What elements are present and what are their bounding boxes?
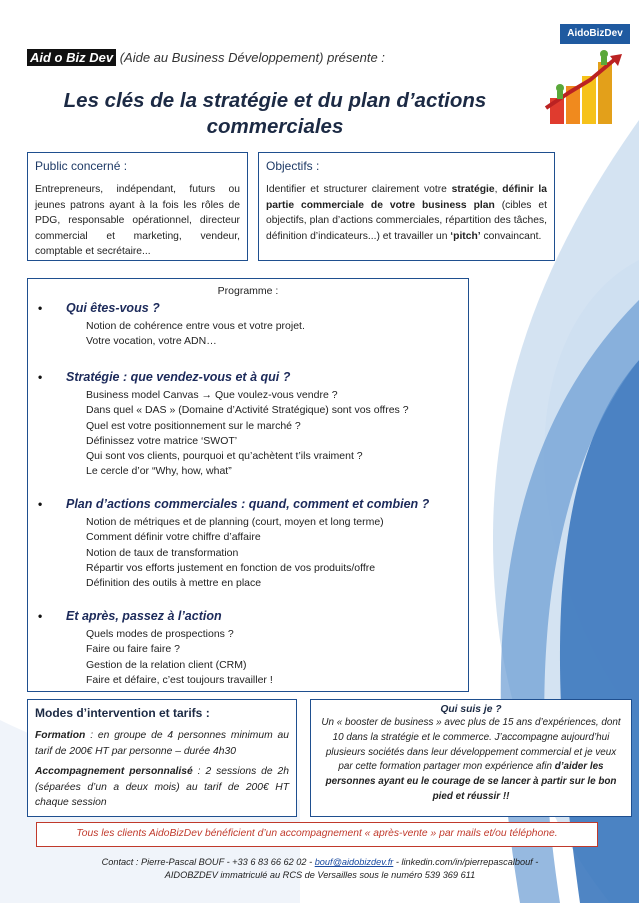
list-item: Notion de cohérence entre vous et votre projet. xyxy=(86,320,305,332)
list-item: Gestion de la relation client (CRM) xyxy=(86,658,247,671)
section-heading: Et après, passez à l’action xyxy=(66,609,222,623)
list-item: Qui sont vos clients, pourquoi et qu’achètent t’ils vraiment ? xyxy=(86,450,363,463)
list-item: Quel est votre positionnement sur le marché ? xyxy=(86,419,301,432)
title-line-2: commerciales xyxy=(206,115,344,138)
bullet-icon: • xyxy=(38,497,43,511)
programme-box xyxy=(27,278,469,692)
list-item: Faire ou faire faire ? xyxy=(86,643,180,656)
footer-registration: AIDOBZDEV immatriculé au RCS de Versailles sous le numéro 539 369 611 xyxy=(164,870,476,880)
growth-chart-logo xyxy=(540,48,630,128)
section-heading: Plan d’actions commerciales : quand, comment et combien ? xyxy=(66,497,430,511)
about-heading: Qui suis je ? xyxy=(440,704,502,715)
title-line-1: Les clés de la stratégie et du plan d’actions xyxy=(63,89,487,112)
about-text: Un « booster de business » avec plus de 15 ans d’expériences, dont 10 dans la stratégie et le commerce. J’accompagne aujourd’hui plusieurs sociétés dans leur développement commercial et je veux par cette formation partager mon expérience afin d’aider les personnes ayant eu le courage de se lancer à partir sur le bon pied et réussir !! xyxy=(321,717,621,802)
list-item: Notion de métriques et de planning (court, moyen et long terme) xyxy=(86,516,384,528)
clients-banner: Tous les clients AidoBizDev bénéficient d’un accompagnement « après-vente » par mails et/ou téléphone. xyxy=(36,822,598,847)
about-box xyxy=(310,699,632,817)
public-heading: Public concerné : xyxy=(35,159,128,173)
list-item: Le cercle d’or “Why, how, what” xyxy=(86,465,232,478)
list-item: Définissez votre matrice ‘SWOT’ xyxy=(86,434,238,447)
programme-section xyxy=(28,368,468,480)
section-heading: Qui êtes-vous ? xyxy=(66,301,160,315)
list-item: Faire et défaire, c’est toujours travailler ! xyxy=(86,673,273,686)
page-title xyxy=(40,88,510,140)
list-item: Définition des outils à mettre en place xyxy=(86,577,262,590)
section-heading: Stratégie : que vendez-vous et à qui ? xyxy=(66,370,291,384)
public-text: Entrepreneurs, indépendant, futurs ou jeunes patrons ayant à la fois les rôles de PDG, responsable opérationnel, directeur commercial et marketing, vendeur, comptable et secrétaire... xyxy=(35,184,240,257)
programme-section xyxy=(28,607,468,688)
brand-tab: AidoBizDev xyxy=(560,24,630,44)
list-item: Quels modes de prospections ? xyxy=(86,628,234,640)
modes-box xyxy=(27,699,297,817)
bullet-icon: • xyxy=(38,301,43,315)
list-item: Notion de taux de transformation xyxy=(86,546,239,559)
formation-text: Formation : en groupe de 4 personnes minimum au tarif de 200€ HT par personne – durée 4h30 xyxy=(35,730,289,757)
brand-subtitle: (Aide au Business Développement) présente : xyxy=(119,50,385,65)
objectives-heading: Objectifs : xyxy=(266,159,320,173)
modes-heading: Modes d’intervention et tarifs : xyxy=(35,706,210,720)
list-item: Répartir vos efforts justement en fonction de vos produits/offre xyxy=(86,561,376,574)
footer: Contact : Pierre-Pascal BOUF - +33 6 83 66 62 02 - bouf@aidobizdev.fr - linkedin.com/in/pierrepascalbouf - AIDOBZDEV immatriculé au RCS de Versailles sous le numéro 539 369 611 xyxy=(40,856,600,882)
bullet-icon: • xyxy=(38,370,43,384)
bullet-icon: • xyxy=(38,609,43,623)
list-item: Dans quel « DAS » (Domaine d’Activité Stratégique) sont vos offres ? xyxy=(86,404,409,417)
public-box xyxy=(27,152,248,261)
objectives-box xyxy=(258,152,555,261)
programme-title: Programme : xyxy=(217,285,279,297)
accompagnement-text: Accompagnement personnalisé : 2 sessions de 2h (séparées d’un a deux mois) au tarif de 200€ HT chaque session xyxy=(35,766,290,808)
brand-name: Aid o Biz Dev xyxy=(27,49,116,66)
list-item: Comment définir votre chiffre d’affaire xyxy=(86,531,261,544)
list-item: Business model Canvas → Que voulez-vous vendre ? xyxy=(86,389,338,401)
programme-section xyxy=(28,495,468,591)
header-line xyxy=(27,50,385,65)
list-item: Votre vocation, votre ADN… xyxy=(86,335,217,348)
programme-section xyxy=(28,299,468,350)
objectives-text: Identifier et structurer clairement votre stratégie, définir la partie commerciale de votre business plan (cibles et objectifs, plan d’actions commerciales, répartition des tâches, définition d’indicateurs...) et travailler un ‘pitch’ convaincant. xyxy=(266,184,547,242)
email-link[interactable]: bouf@aidobizdev.fr xyxy=(314,857,394,867)
